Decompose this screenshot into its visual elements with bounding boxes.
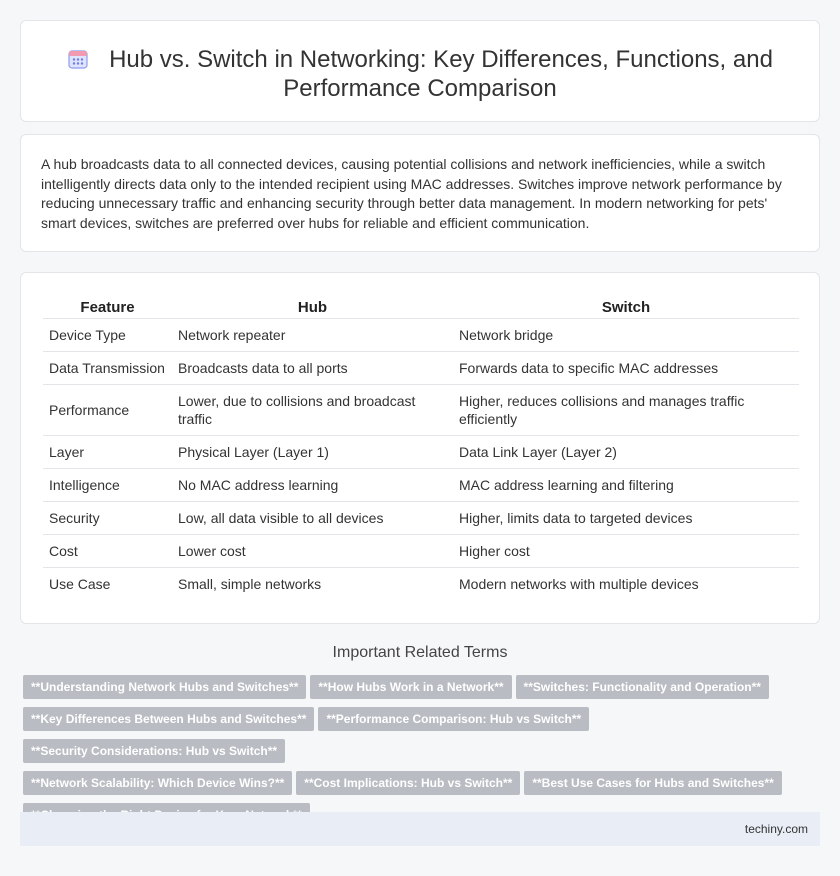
footer [20, 812, 820, 846]
footer-site-link[interactable]: techiny.com [744, 822, 808, 836]
table-row [43, 469, 799, 502]
intro-paragraph: A hub broadcasts data to all connected devices, causing potential collisions and network inefficiencies, while a switch intelligently directs data only to the intended recipient using MAC addresses. Switches improve network performance by reducing unnecessary traffic and enhancing security through better data management. In modern networking for pets' smart devices, switches are preferred over hubs for reliable and efficient communication. [41, 156, 782, 231]
table-cell-feature: Layer [43, 436, 172, 469]
related-term-tag[interactable]: **How Hubs Work in a Network** [310, 675, 511, 699]
table-cell-switch: Higher cost [453, 535, 799, 568]
calendar-icon [67, 48, 89, 70]
table-cell-hub: Network repeater [172, 319, 453, 352]
table-cell-switch: Data Link Layer (Layer 2) [453, 436, 799, 469]
table-cell-hub: Physical Layer (Layer 1) [172, 436, 453, 469]
related-term-tag[interactable]: **Understanding Network Hubs and Switches** [23, 675, 306, 699]
related-term-tag[interactable]: **Best Use Cases for Hubs and Switches** [524, 771, 781, 795]
related-term-tag[interactable]: **Performance Comparison: Hub vs Switch** [318, 707, 589, 731]
table-cell-feature: Device Type [43, 319, 172, 352]
related-term-tag[interactable]: **Network Scalability: Which Device Wins?** [23, 771, 292, 795]
related-terms-tags [20, 675, 820, 835]
table-row [43, 502, 799, 535]
table-cell-hub: Lower cost [172, 535, 453, 568]
table-cell-switch: Modern networks with multiple devices [453, 568, 799, 601]
comparison-table [43, 295, 799, 600]
table-cell-switch: Higher, reduces collisions and manages traffic efficiently [453, 385, 799, 436]
table-row [43, 352, 799, 385]
table-cell-hub: Low, all data visible to all devices [172, 502, 453, 535]
page-title-text: Hub vs. Switch in Networking: Key Differences, Functions, and Performance Comparison [109, 46, 773, 102]
table-row [43, 385, 799, 436]
related-terms-heading: Important Related Terms [332, 644, 508, 661]
table-cell-hub: Broadcasts data to all ports [172, 352, 453, 385]
column-header-feature: Feature [80, 299, 135, 316]
table-row [43, 319, 799, 352]
table-header-row [43, 295, 799, 319]
page-title [60, 45, 780, 103]
table-row [43, 535, 799, 568]
column-header-switch: Switch [601, 299, 651, 316]
related-terms-section [20, 644, 820, 835]
related-term-tag[interactable]: **Switches: Functionality and Operation** [516, 675, 769, 699]
intro-card [20, 134, 820, 252]
table-cell-switch: Forwards data to specific MAC addresses [453, 352, 799, 385]
column-header-hub: Hub [297, 299, 328, 316]
related-term-tag[interactable]: **Security Considerations: Hub vs Switch** [23, 739, 285, 763]
table-cell-hub: Lower, due to collisions and broadcast traffic [172, 385, 453, 436]
table-cell-hub: Small, simple networks [172, 568, 453, 601]
table-cell-feature: Security [43, 502, 172, 535]
title-card [20, 20, 820, 122]
table-cell-feature: Performance [43, 385, 172, 436]
table-cell-switch: MAC address learning and filtering [453, 469, 799, 502]
related-term-tag[interactable]: **Key Differences Between Hubs and Switches** [23, 707, 314, 731]
table-cell-feature: Intelligence [43, 469, 172, 502]
comparison-table-card [20, 272, 820, 624]
table-row [43, 436, 799, 469]
table-cell-feature: Use Case [43, 568, 172, 601]
related-term-tag[interactable]: **Cost Implications: Hub vs Switch** [296, 771, 520, 795]
table-cell-switch: Higher, limits data to targeted devices [453, 502, 799, 535]
table-cell-feature: Cost [43, 535, 172, 568]
table-cell-feature: Data Transmission [43, 352, 172, 385]
table-row [43, 568, 799, 601]
table-cell-switch: Network bridge [453, 319, 799, 352]
table-cell-hub: No MAC address learning [172, 469, 453, 502]
